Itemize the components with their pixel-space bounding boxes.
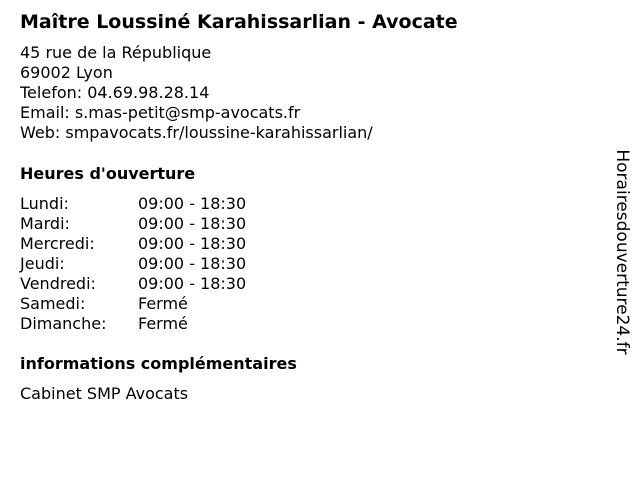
hours-time: 09:00 - 18:30 — [138, 234, 247, 253]
hours-time: Fermé — [138, 314, 188, 333]
hours-time: 09:00 - 18:30 — [138, 214, 247, 233]
hours-day: Dimanche: — [20, 314, 107, 333]
hours-day: Mardi: — [20, 214, 70, 233]
hours-time: Fermé — [138, 294, 188, 313]
hours-day: Vendredi: — [20, 274, 96, 293]
additional-info-heading: informations complémentaires — [20, 354, 297, 373]
hours-day: Mercredi: — [20, 234, 95, 253]
opening-hours-heading: Heures d'ouverture — [20, 164, 196, 183]
page-title: Maître Loussiné Karahissarlian - Avocate — [20, 11, 458, 33]
hours-time: 09:00 - 18:30 — [138, 194, 247, 213]
hours-time: 09:00 - 18:30 — [138, 254, 247, 273]
phone-number: Telefon: 04.69.98.28.14 — [20, 83, 210, 102]
address-city: 69002 Lyon — [20, 63, 113, 82]
hours-day: Jeudi: — [20, 254, 65, 273]
additional-info-text: Cabinet SMP Avocats — [20, 384, 189, 403]
website-address: Web: smpavocats.fr/loussine-karahissarlian/ — [20, 123, 373, 142]
email-address: Email: s.mas-petit@smp-avocats.fr — [20, 103, 301, 122]
hours-time: 09:00 - 18:30 — [138, 274, 247, 293]
hours-day: Lundi: — [20, 194, 69, 213]
hours-day: Samedi: — [20, 294, 86, 313]
site-watermark: Horairesdouverture24.fr — [612, 149, 632, 355]
contact-block — [20, 43, 373, 143]
address-street: 45 rue de la République — [20, 43, 212, 62]
